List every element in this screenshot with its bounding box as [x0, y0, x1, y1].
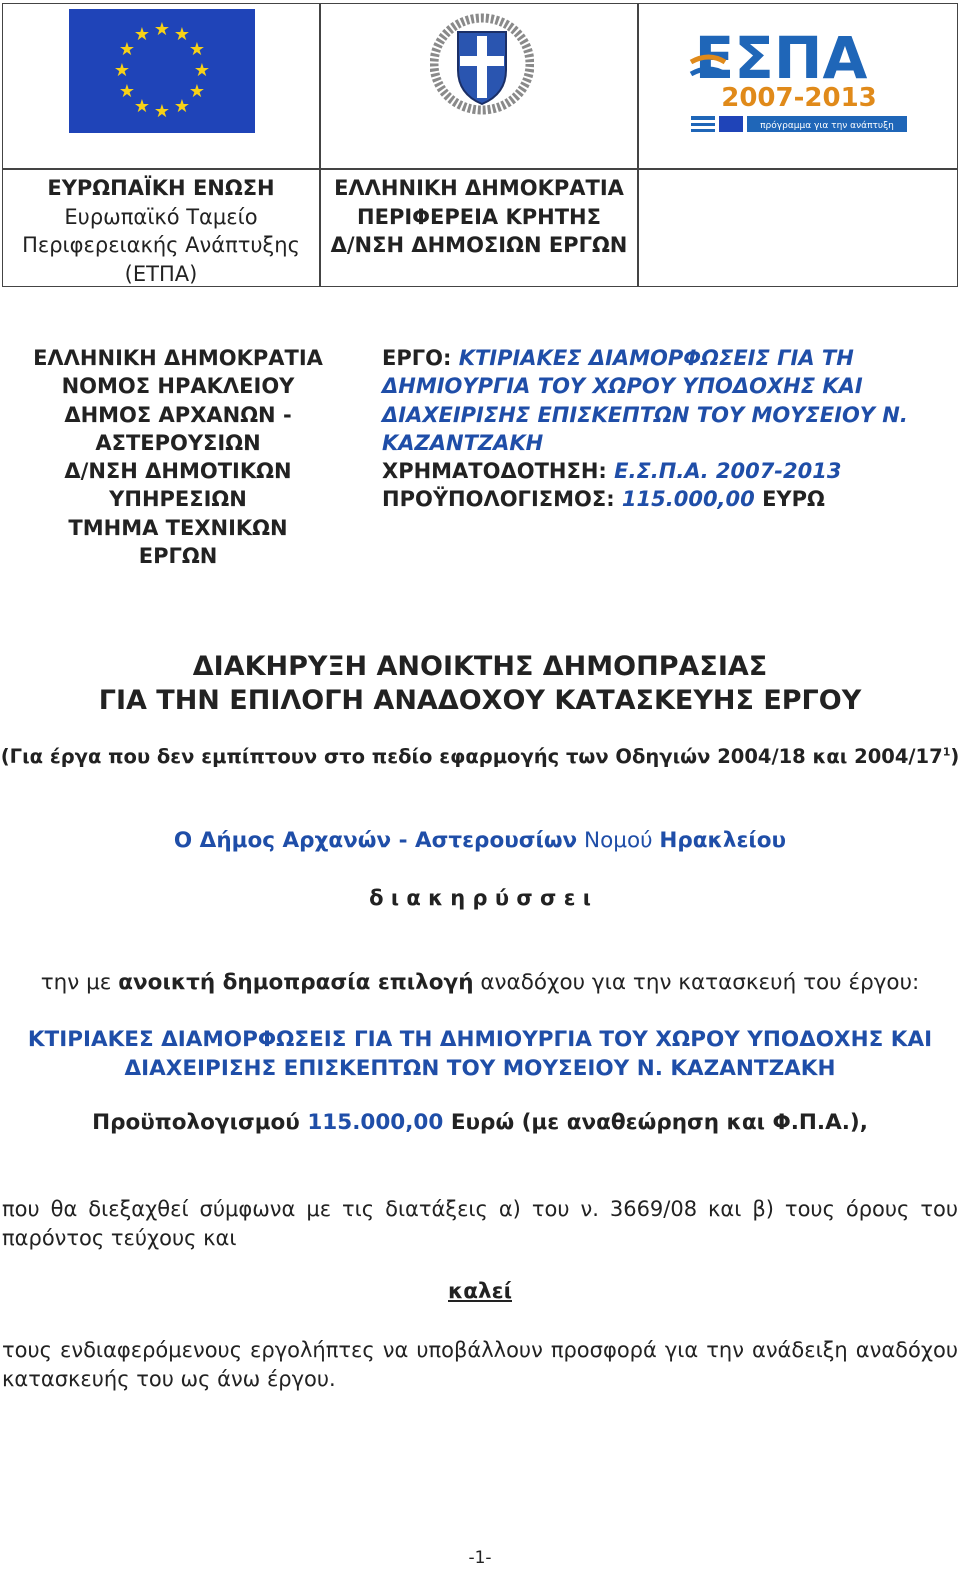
- calls-word: καλεί: [448, 1279, 512, 1304]
- header-table: [2, 3, 958, 287]
- tender-text: την με: [40, 970, 112, 995]
- project-label: ΕΡΓΟ:: [382, 346, 452, 370]
- page-title: [0, 650, 960, 718]
- project-info: [382, 344, 942, 514]
- budget-value: 115.000,00: [621, 487, 755, 512]
- body-paragraph: τους ενδιαφερόμενους εργολήπτες να υποβάλλουν προσφορά για την ανάδειξη αναδόχου κατασκευής του ως άνω έργου.: [2, 1338, 958, 1391]
- footnote-mark: 1: [942, 745, 951, 759]
- title-line: ΔΙΑΚΗΡΥΞΗ ΑΝΟΙΚΤΗΣ ΔΗΜΟΠΡΑΣΙΑΣ: [192, 651, 768, 682]
- budget-label: ΠΡΟΫΠΟΛΟΓΙΣΜΟΣ:: [382, 487, 615, 512]
- authority-line: ΑΣΤΕΡΟΥΣΙΩΝ: [95, 430, 261, 455]
- tender-line: [0, 970, 960, 995]
- funding-label: ΧΡΗΜΑΤΟΔΟΤΗΣΗ:: [382, 459, 607, 484]
- eu-fund-line: Περιφερειακής Ανάπτυξης: [22, 233, 300, 257]
- greek-coat-of-arms-logo: [430, 12, 534, 116]
- eu-flag-logo: [69, 9, 255, 133]
- eu-title: ΕΥΡΩΠΑΪΚΗ ΕΝΩΣΗ: [47, 176, 275, 200]
- budget-suffix: Ευρώ (με αναθεώρηση και Φ.Π.Α.),: [450, 1110, 868, 1135]
- svg-text:★: ★: [173, 96, 191, 117]
- svg-text:★: ★: [153, 101, 171, 122]
- authority-line: ΔΗΜΟΣ ΑΡΧΑΝΩΝ -: [64, 402, 292, 427]
- svg-text:★: ★: [188, 81, 206, 102]
- table-divider: [637, 4, 639, 286]
- body-paragraph: που θα διεξαχθεί σύμφωνα με τις διατάξεις α) του ν. 3669/08 και β) τους όρους του παρόντος τεύχους και: [2, 1197, 958, 1250]
- svg-text:★: ★: [113, 60, 131, 81]
- prefecture-name: Ηρακλείου: [659, 828, 787, 853]
- authority-line: ΕΛΛΗΝΙΚΗ ΔΗΜΟΚΡΑΤΙΑ: [33, 346, 323, 370]
- budget-amount: 115.000,00: [307, 1110, 444, 1135]
- project-name: ΔΙΑΧΕΙΡΙΣΗΣ ΕΠΙΣΚΕΠΤΩΝ ΤΟΥ ΜΟΥΣΕΙΟΥ Ν.: [382, 402, 908, 427]
- work-title-line: ΚΤΙΡΙΑΚΕΣ ΔΙΑΜΟΡΦΩΣΕΙΣ ΓΙΑ ΤΗ ΔΗΜΙΟΥΡΓΙΑ ΤΟΥ ΧΩΡΟΥ ΥΠΟΔΟΧΗΣ ΚΑΙ: [27, 1027, 933, 1052]
- project-name: ΚΤΙΡΙΑΚΕΣ ΔΙΑΜΟΡΦΩΣΕΙΣ ΓΙΑ ΤΗ: [458, 346, 854, 370]
- tender-text: αναδόχου για την κατασκευή του έργου:: [480, 970, 920, 995]
- budget-label-text: Προϋπολογισμού: [92, 1110, 300, 1135]
- scope-note: [0, 745, 960, 768]
- tender-type: ανοικτή δημοπρασία επιλογή: [118, 970, 474, 995]
- svg-text:★: ★: [118, 81, 136, 102]
- authority-line: ΕΡΓΩΝ: [138, 544, 218, 569]
- greek-gov-cell: [321, 174, 637, 260]
- authority-line: Δ/ΝΣΗ ΔΗΜΟΤΙΚΩΝ: [64, 459, 292, 484]
- svg-text:★: ★: [153, 19, 171, 40]
- project-name: ΚΑΖΑΝΤΖΑΚΗ: [382, 430, 544, 455]
- authority-line: ΝΟΜΟΣ ΗΡΑΚΛΕΙΟΥ: [61, 374, 295, 399]
- scope-text: (Για έργα που δεν εμπίπτουν στο πεδίο εφαρμογής των Οδηγιών 2004/18 και 2004/17: [0, 745, 943, 768]
- eu-fund-line: Ευρωπαϊκό Ταμείο: [64, 204, 258, 229]
- project-name: ΔΗΜΙΟΥΡΓΙΑ ΤΟΥ ΧΩΡΟΥ ΥΠΟΔΟΧΗΣ ΚΑΙ: [382, 374, 863, 399]
- authority-line: ΥΠΗΡΕΣΙΩΝ: [109, 487, 247, 512]
- svg-text:★: ★: [173, 24, 191, 45]
- svg-text:★: ★: [133, 96, 151, 117]
- gov-line: ΕΛΛΗΝΙΚΗ ΔΗΜΟΚΡΑΤΙΑ: [334, 176, 624, 200]
- eu-cell: [3, 174, 319, 288]
- espa-logo-tagline: πρόγραμμα για την ανάπτυξη: [760, 121, 894, 131]
- prefecture-word: Νομού: [584, 828, 653, 853]
- issuing-authority: [0, 828, 960, 853]
- espa-logo-years: 2007-2013: [721, 83, 877, 113]
- gov-line: Δ/ΝΣΗ ΔΗΜΟΣΙΩΝ ΕΡΓΩΝ: [330, 233, 628, 257]
- scope-text-end: ): [950, 745, 960, 768]
- budget-currency: ΕΥΡΩ: [762, 487, 825, 512]
- work-title: [0, 1026, 960, 1083]
- title-line: ΓΙΑ ΤΗΝ ΕΠΙΛΟΓΗ ΑΝΑΔΟΧΟΥ ΚΑΤΑΣΚΕΥΗΣ ΕΡΓΟΥ: [98, 685, 862, 716]
- eu-fund-abbr: (ΕΤΠΑ): [124, 261, 198, 286]
- svg-text:★: ★: [118, 39, 136, 60]
- svg-text:★: ★: [188, 39, 206, 60]
- municipality-name: Ο Δήμος Αρχανών - Αστερουσίων: [173, 828, 578, 853]
- svg-text:★: ★: [133, 24, 151, 45]
- espa-logo: [689, 22, 909, 142]
- funding-value: Ε.Σ.Π.Α. 2007-2013: [614, 459, 842, 484]
- declares-word: δ ι α κ η ρ ύ σ σ ε ι: [369, 886, 591, 910]
- espa-logo-title: ΕΣΠΑ: [694, 24, 868, 92]
- table-divider: [3, 168, 957, 170]
- svg-text:★: ★: [193, 60, 211, 81]
- gov-line: ΠΕΡΙΦΕΡΕΙΑ ΚΡΗΤΗΣ: [357, 204, 601, 229]
- work-title-line: ΔΙΑΧΕΙΡΙΣΗΣ ΕΠΙΣΚΕΠΤΩΝ ΤΟΥ ΜΟΥΣΕΙΟΥ Ν. ΚΑΖΑΝΤΖΑΚΗ: [124, 1055, 836, 1081]
- authority-block: [8, 344, 348, 570]
- budget-line: [0, 1110, 960, 1135]
- authority-line: ΤΜΗΜΑ ΤΕΧΝΙΚΩΝ: [68, 515, 288, 540]
- page-number: -1-: [468, 1548, 492, 1568]
